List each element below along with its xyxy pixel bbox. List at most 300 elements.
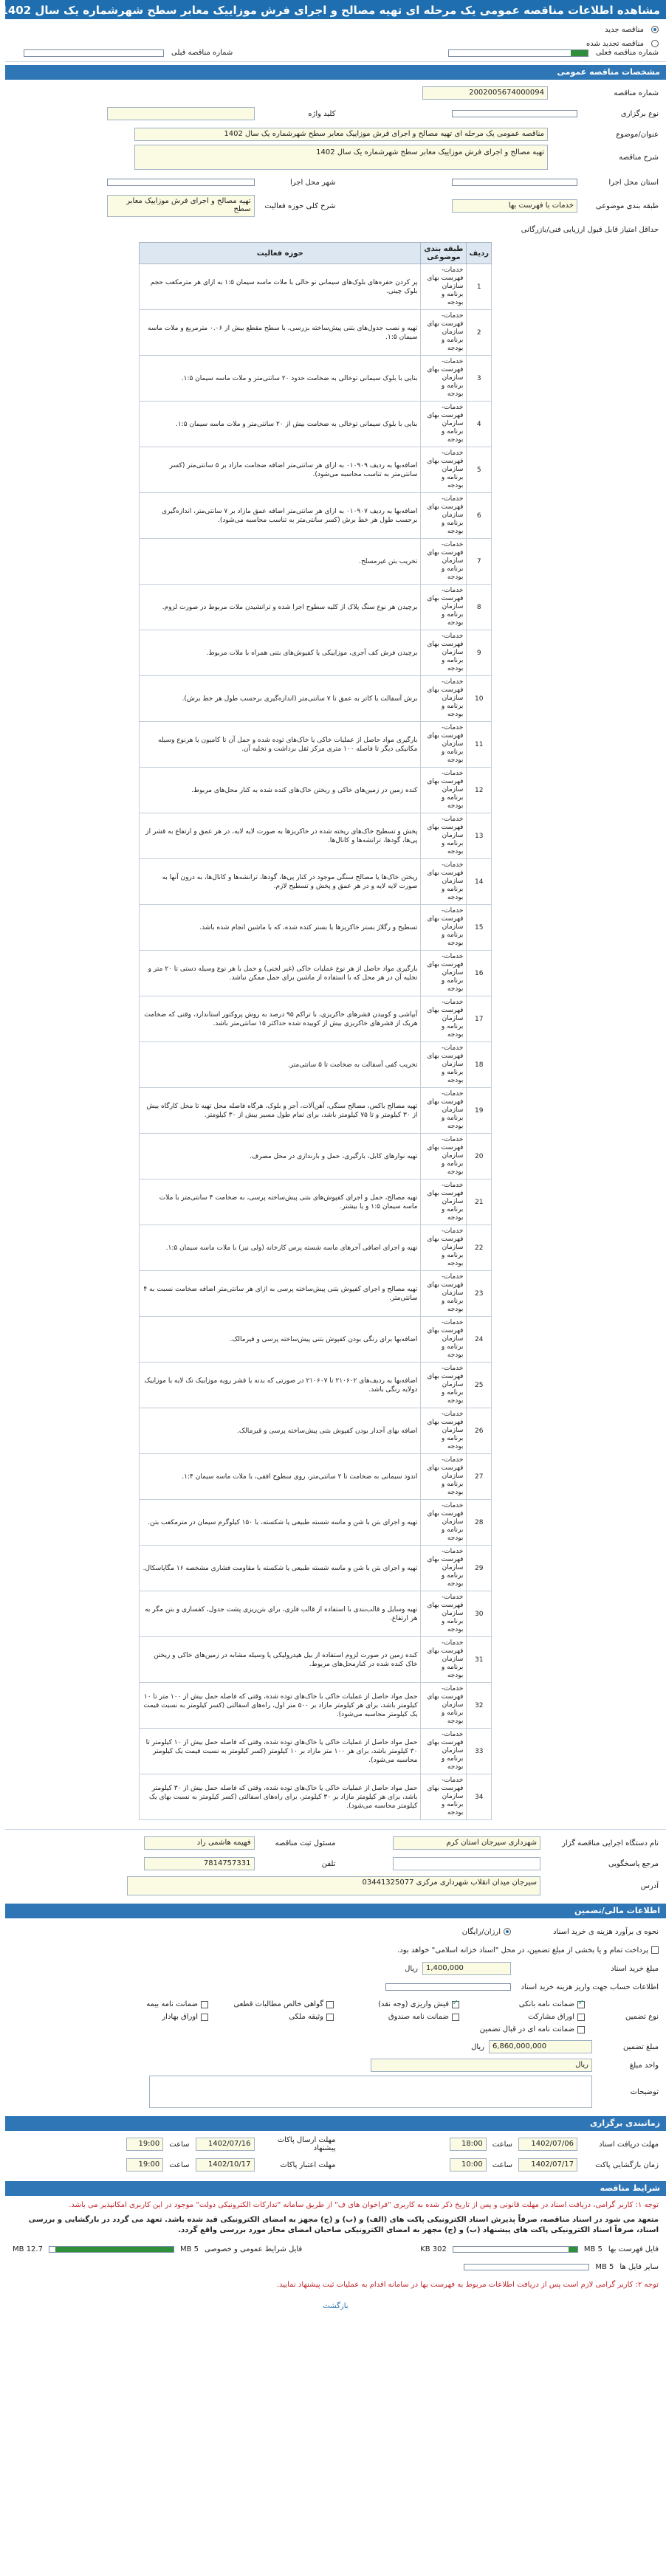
right-file-total: 5 MB [583, 2245, 603, 2253]
renew-tender-label: مناقصه تجدید شده [586, 39, 644, 48]
row-index: 24 [467, 1317, 492, 1363]
row-index: 22 [467, 1225, 492, 1271]
guarantee-type-row [13, 1997, 659, 2036]
left-file-total: 5 MB [179, 2245, 199, 2253]
row-scope: تهیه نوارهای کابل، بارگیری، حمل و بارندازی در محل مصرف. [140, 1134, 421, 1179]
guarantee-option-label: اوراق بهادار [162, 2013, 198, 2021]
open-date: 1402/07/17 [518, 2158, 577, 2172]
reference-value [393, 1857, 540, 1870]
open-pair [336, 2157, 659, 2173]
col-scope: حوزه فعالیت [140, 243, 421, 264]
guarantee-option-label: ضمانت نامه ای در قبال تضمین [479, 2025, 574, 2033]
row-scope: تهیه و نصب جدول‌های بتنی پیش‌ساخته بزرسی، با سطح مقطع بیش از ۰.۰۶ مترمربع و ملات ماسه سیمان ۱:۵. [140, 310, 421, 356]
validity-pair [13, 2157, 336, 2173]
table-row [140, 813, 492, 859]
row-unit: خدمات- فهرست بهای سازمان برنامه و بودجه [421, 1729, 467, 1774]
row-unit: خدمات- فهرست بهای سازمان برنامه و بودجه [421, 1546, 467, 1591]
row-index: 10 [467, 676, 492, 722]
row-unit: خدمات- فهرست بهای سازمان برنامه و بودجه [421, 1179, 467, 1225]
receive-time-label: ساعت [169, 2140, 190, 2149]
doc-fee-unit: ریال [405, 1964, 418, 1973]
table-row [140, 1637, 492, 1683]
open-time-label: ساعت [492, 2160, 512, 2169]
table-row [140, 1088, 492, 1134]
row-unit: خدمات- فهرست بهای سازمان برنامه و بودجه [421, 722, 467, 768]
progress-row [24, 49, 659, 57]
row-unit: خدمات- فهرست بهای سازمان برنامه و بودجه [421, 813, 467, 859]
checkbox-icon[interactable] [577, 2026, 585, 2033]
classification-label: طبقه بندی موضوعی [595, 202, 659, 210]
table-row [140, 402, 492, 447]
table-row [140, 1042, 492, 1088]
responsible-label: مسئول ثبت مناقصه [275, 1839, 336, 1847]
row-unit: خدمات- فهرست بهای سازمان برنامه و بودجه [421, 539, 467, 585]
row-unit: خدمات- فهرست بهای سازمان برنامه و بودجه [421, 1317, 467, 1363]
row-scope: اضافه‌بها به ردیف ۰۱۰۹۰۷ به ازای هر سانتی‌متر اضافه عمق مازاد بر ۷ سانتی‌متر، اندازه‌گیری برحسب طول هر خط برش (کسر سانتی‌متر به تناسب محاسبه می‌شود). [140, 493, 421, 539]
table-row [140, 1546, 492, 1591]
checkbox-icon[interactable] [201, 2014, 208, 2021]
receive-date: 1402/07/16 [196, 2138, 255, 2151]
previous-number-label: شماره مناقصه قبلی [171, 49, 233, 57]
note-line-2: متعهد می شود در اسناد مناقصه، صرفاً پذیرش اسناد الکترونیکی پاکت های (الف) و (ب) و (ج) مجهز به امضای الکترونیکی قید شده باشد. تعهد می گردد در بارگشایی و بررسی اسناد، صرفاً اسناد الکترونیکی پاکت های پیشنهاد (ب) و (ج) مجهز به امضای الکترونیکی صاحبان امضای مجاز مورد بررسی واقع گردد. [28, 2216, 659, 2234]
table-row [140, 585, 492, 630]
subject-value: مناقصه عمومی یک مرحله ای تهیه مصالح و اجرای فرش موزاییک معابر سطح شهرشماره یک سال 1402 [134, 128, 548, 141]
row-unit: خدمات- فهرست بهای سازمان برنامه و بودجه [421, 402, 467, 447]
purchase-doc-row [13, 1924, 659, 1940]
new-tender-radio[interactable] [651, 26, 659, 33]
checkbox-icon[interactable] [201, 2001, 208, 2008]
doc-fee-value: 1,400,000 [422, 1962, 511, 1975]
type-keyword-row [13, 103, 659, 124]
min-score-row [13, 221, 659, 238]
guarantee-option[interactable] [467, 2025, 585, 2033]
guarantee-amount-value: 6,860,000,000 [489, 2040, 592, 2053]
row-index: 11 [467, 722, 492, 768]
row-scope: تخریب کفی آسفالت به ضخامت تا ۵ سانتی‌متر. [140, 1042, 421, 1088]
publish-pair [336, 2136, 659, 2152]
row-index: 8 [467, 585, 492, 630]
row-scope: آبپاشی و کوبیدن قشرهای خاکریزی، با تراکم ۹۵ درصد به روش پروکتور استاندارد، وقتی که ضخامت هریک از قشرهای خاکریزی بیش از کوبیده شده حداکثر ۱۵ سانتی‌متر باشد. [140, 996, 421, 1042]
other-file-size: 5 MB [595, 2262, 614, 2271]
table-row [140, 1729, 492, 1774]
unit-amount-row [13, 2057, 659, 2073]
deposit-note: پرداخت تمام و یا بخشی از مبلغ تضمین، در محل "اسناد خزانه اسلامی" خواهد بود. [397, 1946, 648, 1955]
validity-date: 1402/10/17 [196, 2158, 255, 2172]
row-scope: تهیه مصالح و اجرای کفپوش بتنی پیش‌ساخته پرسی به ازای هر سانتی‌متر اضافه ضخامت نسبت به ۴ سانتی‌متر. [140, 1271, 421, 1317]
row-index: 5 [467, 447, 492, 493]
row-index: 18 [467, 1042, 492, 1088]
guarantee-option-label: فیش واریزی (وجه نقد) [378, 2000, 449, 2008]
checkbox-icon[interactable] [577, 2001, 585, 2008]
publish-date: 1402/07/06 [518, 2138, 577, 2151]
schedule-section-header: زمانبندی برگزاری [5, 2116, 666, 2131]
guarantee-option[interactable] [90, 2013, 208, 2021]
city-label: شهر محل اجرا [289, 178, 336, 187]
row-index: 7 [467, 539, 492, 585]
guarantee-option[interactable] [216, 2000, 334, 2008]
table-row [140, 1225, 492, 1271]
purchase-doc-label: نحوه ی برآورد هزینه ی خرید اسناد [553, 1927, 659, 1936]
col-unit: طبقه بندی موضوعی [421, 243, 467, 264]
deposit-note-row [13, 1942, 659, 1958]
tender-number-row [13, 85, 659, 101]
publish-label: مهلت دریافت اسناد [599, 2140, 659, 2149]
table-row [140, 1134, 492, 1179]
row-scope: بارگیری مواد حاصل از عملیات خاکی یا خاک‌های توده شده و حمل آن تا کامیون یا هرنوع وسیله مکانیکی دیگر تا فاصله ۱۰۰ متری مرکز ثقل برداشت و تخلیه آن. [140, 722, 421, 768]
row-index: 4 [467, 402, 492, 447]
row-scope: حمل مواد حاصل از عملیات خاکی یا خاک‌های توده شده، وقتی که فاصله حمل بیش از ۱۰ کیلومتر تا ۳۰ کیلومتر باشد، برای هر ۱۰۰ متر مازاد بر ۱۰ کیلومتر (کسر کیلومتر به نسبت قیمت یک کیلومتر محاسبه می‌شود). [140, 1729, 421, 1774]
row-scope: تهیه و اجرای اضافی آجرهای ماسه شسته پرس کارخانه (ولی نیز) با ملات ماسه سیمان ۱:۵. [140, 1225, 421, 1271]
table-row [140, 1317, 492, 1363]
left-file-fill [55, 2247, 174, 2252]
purchase-doc-value: ارزان/رایگان [461, 1927, 501, 1936]
current-number-fill [571, 50, 588, 56]
row-scope: بنایی با بلوک سیمانی توخالی به ضخامت بیش از ۲۰ سانتی‌متر و ملات ماسه سیمان ۱:۵. [140, 402, 421, 447]
row-unit: خدمات- فهرست بهای سازمان برنامه و بودجه [421, 1683, 467, 1729]
guarantee-option[interactable] [216, 2013, 334, 2021]
description-row [13, 145, 659, 170]
guarantee-option[interactable] [467, 2013, 585, 2021]
scope-pair [13, 195, 336, 217]
table-row [140, 1408, 492, 1454]
table-row [140, 310, 492, 356]
publish-time-label: ساعت [492, 2140, 512, 2149]
row-scope: اندود سیمانی به ضخامت تا ۲ سانتی‌متر، روی سطوح افقی، با ملات ماسه سیمان ۱:۴. [140, 1454, 421, 1500]
table-row [140, 905, 492, 951]
table-row [140, 996, 492, 1042]
table-row [140, 356, 492, 402]
table-row [140, 264, 492, 310]
subject-label: عنوان/موضوع [616, 130, 659, 139]
classification-pair [336, 195, 659, 217]
financial-form [5, 1918, 666, 2113]
row-unit: خدمات- فهرست بهای سازمان برنامه و بودجه [421, 951, 467, 996]
financial-section-header: اطلاعات مالی/تضمین [5, 1904, 666, 1918]
table-row [140, 1363, 492, 1408]
organizer-form [5, 1829, 666, 1901]
address-label: آدرس [640, 1881, 659, 1890]
open-label: زمان بازگشایی پاکت [595, 2160, 659, 2169]
organizer-name-pair [336, 1835, 659, 1851]
checkbox-icon[interactable] [577, 2014, 585, 2021]
guarantee-option[interactable] [90, 2000, 208, 2008]
row-scope: کنده زمین در صورت لزوم استفاده از بیل هیدرولیکی یا وسیله مشابه در زمین‌های خاکی و ریختن خاک کنده شده در کنارمحل‌های مربوط. [140, 1637, 421, 1683]
row-scope: تهیه و اجرای بتن با شن و ماسه شسته طبیعی یا شکسته با مقاومت فشاری مشخصه ۱۶ مگاپاسکال. [140, 1546, 421, 1591]
row-index: 31 [467, 1637, 492, 1683]
row-unit: خدمات- فهرست بهای سازمان برنامه و بودجه [421, 310, 467, 356]
procurement-type-pair [336, 106, 659, 122]
files-row-2 [5, 2258, 666, 2276]
row-scope: برش آسفالت یا کاتر به عمق تا ۷ سانتی‌متر (اندازه‌گیری برحسب طول هر خط برش). [140, 676, 421, 722]
row-unit: خدمات- فهرست بهای سازمان برنامه و بودجه [421, 768, 467, 813]
row-index: 13 [467, 813, 492, 859]
guarantee-amount-unit: ریال [471, 2042, 484, 2051]
checkbox-icon[interactable] [452, 2001, 459, 2008]
row-index: 6 [467, 493, 492, 539]
current-number-label: شماره مناقصه فعلی [595, 49, 659, 57]
validity-time-label: ساعت [169, 2160, 190, 2169]
row-scope: اضافه‌بها به ردیف ۰۱۰۹۰۹ به ازای هر سانتی‌متر اضافه ضخامت مازاد بر ۵ سانتی‌متر (کسر سانتی‌متر به تناسب محاسبه می‌شود). [140, 447, 421, 493]
validity-time: 19:00 [126, 2158, 163, 2172]
account-row [13, 1979, 659, 1995]
left-file-label: فایل شرایط عمومی و خصوصی [205, 2245, 303, 2253]
location-row [13, 172, 659, 193]
right-file-size: 302 KB [420, 2245, 447, 2253]
other-file-bar [464, 2264, 589, 2270]
city-bar [107, 179, 255, 186]
row-index: 34 [467, 1774, 492, 1820]
city-pair [13, 174, 336, 190]
table-row [140, 630, 492, 676]
receive-pair [13, 2136, 336, 2152]
reference-row [13, 1853, 659, 1874]
row-index: 26 [467, 1408, 492, 1454]
row-scope: اضافه بهای آجدار بودن کفپوش بتنی پیش‌ساخته پرسی و قیرمالک. [140, 1408, 421, 1454]
row-scope: حمل مواد حاصل از عملیات خاکی یا خاک‌های توده شده، وقتی که فاصله حمل بیش از ۳۰ کیلومتر باشد، برای هر کیلومتر مازاد بر ۳۰ کیلومتر، برای راه‌های اسفالتی (کسر کیلومتر به نسبت بهای یک کیلومتر محاسبه می‌شود). [140, 1774, 421, 1820]
left-file-bar [49, 2246, 174, 2253]
general-section-header: مشخصات مناقصه عمومی [5, 65, 666, 80]
row-unit: خدمات- فهرست بهای سازمان برنامه و بودجه [421, 905, 467, 951]
row-scope: تهیه وسایل و قالب‌بندی با استفاده از قالب فلزی، برای بتن‌ریزی پشت جدول، کفسازی و بتن مگر به هر ارتفاع. [140, 1591, 421, 1637]
row-unit: خدمات- فهرست بهای سازمان برنامه و بودجه [421, 1774, 467, 1820]
table-row [140, 768, 492, 813]
row-scope: پر کردن حفره‌های بلوک‌های سیمانی نو خالی با ملات ماسه سیمان ۱:۵ به ازای هر مترمکعب حجم بلوک چینی. [140, 264, 421, 310]
row-unit: خدمات- فهرست بهای سازمان برنامه و بودجه [421, 1408, 467, 1454]
unit-amount-label: واحد مبلغ [629, 2061, 659, 2070]
checkbox-icon[interactable] [326, 2014, 334, 2021]
table-row [140, 676, 492, 722]
tender-number-value: 2002005674000094 [422, 86, 548, 100]
tender-number-label: شماره مناقصه [614, 89, 659, 97]
activity-table-header [140, 243, 492, 264]
responsible-value: فهیمه هاشمی راد [144, 1836, 255, 1850]
activity-table [139, 242, 492, 1820]
validity-label: مهلت اعتبار پاکات [280, 2160, 336, 2169]
row-index: 19 [467, 1088, 492, 1134]
province-label: استان محل اجرا [608, 178, 659, 187]
row-unit: خدمات- فهرست بهای سازمان برنامه و بودجه [421, 1042, 467, 1088]
address-row [13, 1876, 659, 1895]
activity-table-body [140, 264, 492, 1820]
row-scope: تخریب بتن غیرمسلح. [140, 539, 421, 585]
guarantee-option[interactable] [341, 2013, 459, 2021]
scope-value: تهیه مصالح و اجرای فرش موزاییک معابر سطح [107, 195, 255, 217]
row-unit: خدمات- فهرست بهای سازمان برنامه و بودجه [421, 1454, 467, 1500]
row-index: 9 [467, 630, 492, 676]
remarks-label: توضیحات [630, 2087, 659, 2096]
doc-fee-label: مبلغ خرید اسناد [611, 1964, 659, 1973]
row-unit: خدمات- فهرست بهای سازمان برنامه و بودجه [421, 859, 467, 905]
row-index: 16 [467, 951, 492, 996]
open-time: 10:00 [450, 2158, 487, 2172]
row-scope: کنده زمین در زمین‌های خاکی و ریختن خاک‌های کنده شده به کنار محل‌های مربوط. [140, 768, 421, 813]
keyword-label: کلید واژه [308, 109, 336, 118]
right-file-fill [569, 2247, 577, 2252]
other-file-label: سایر فایل ها [619, 2262, 659, 2271]
row-scope: بنایی با بلوک سیمانی توخالی به ضخامت حدود ۲۰ سانتی‌متر و ملات ماسه سیمان ۱:۵. [140, 356, 421, 402]
deposit-checkbox[interactable] [651, 1946, 659, 1954]
left-file-size: 12.7 MB [13, 2245, 43, 2253]
table-row [140, 1683, 492, 1729]
row-unit: خدمات- فهرست بهای سازمان برنامه و بودجه [421, 585, 467, 630]
row-unit: خدمات- فهرست بهای سازمان برنامه و بودجه [421, 1591, 467, 1637]
footer [5, 2295, 666, 2318]
row-scope: تهیه مصالح، حمل و اجرای کفپوش‌های بتنی پیش‌ساخته پرسی، به ضخامت ۴ سانتی‌متر با ملات ماسه سیمان ۱:۵ و یا بیشتر. [140, 1179, 421, 1225]
row-unit: خدمات- فهرست بهای سازمان برنامه و بودجه [421, 996, 467, 1042]
guarantee-option-label: ضمانت نامه بانکی [518, 2000, 574, 2008]
organizer-row [13, 1833, 659, 1853]
keyword-pair [13, 106, 336, 122]
remarks-row [13, 2076, 659, 2108]
toolbar [5, 19, 666, 62]
row-unit: خدمات- فهرست بهای سازمان برنامه و بودجه [421, 264, 467, 310]
doc-fee-row [13, 1960, 659, 1977]
guarantee-option-label: ضمانت نامه بیمه [146, 2000, 198, 2008]
reference-label: مرجع پاسخگویی [608, 1859, 659, 1868]
subject-row [13, 126, 659, 142]
row-scope: اضافه‌بها برای رنگی بودن کفپوش بتنی پیش‌ساخته پرسی و قیرمالک. [140, 1317, 421, 1363]
address-value: سیرجان میدان انقلاب شهرداری مرکزی 03441325077 [127, 1876, 540, 1895]
row-index: 15 [467, 905, 492, 951]
receive-time: 19:00 [126, 2138, 163, 2151]
scope-label: شرح کلی حوزه فعالیت [264, 202, 336, 210]
footer-notice: توجه ۲: کاربر گرامی لازم است پس از دریافت اطلاعات مربوط به فهرست بها در سامانه اقدام به عملیات ثبت پیشنهاد نمایید. [276, 2281, 659, 2289]
row-index: 12 [467, 768, 492, 813]
classification-row [13, 193, 659, 219]
purchase-doc-radio[interactable] [504, 1928, 511, 1935]
table-row [140, 539, 492, 585]
row-unit: خدمات- فهرست بهای سازمان برنامه و بودجه [421, 1363, 467, 1408]
row-index: 20 [467, 1134, 492, 1179]
note-line-1: توجه ۱: کاربر گرامی، دریافت اسناد در مهلت قانونی و پس از تاریخ ذکر شده به کاربری "فراخوان های ف" از طریق سامانه "تدارکات الکترونیکی دولت" موجود در این کاربری امکانپذیر می باشد. [69, 2201, 659, 2209]
table-row [140, 1774, 492, 1820]
row-unit: خدمات- فهرست بهای سازمان برنامه و بودجه [421, 1637, 467, 1683]
table-row [140, 859, 492, 905]
guarantee-option-label: اوراق مشارکت [528, 2013, 574, 2021]
row-index: 3 [467, 356, 492, 402]
row-index: 1 [467, 264, 492, 310]
notes-section-header: شرایط مناقصه [5, 2181, 666, 2196]
unit-amount-value: ریال [371, 2059, 592, 2072]
guarantee-amount-row [13, 2039, 659, 2055]
checkbox-icon[interactable] [452, 2014, 459, 2021]
files-row-1 [5, 2240, 666, 2258]
row-index: 32 [467, 1683, 492, 1729]
table-row [140, 1179, 492, 1225]
notes-box [5, 2196, 666, 2240]
page-title: مشاهده اطلاعات مناقصه عمومی یک مرحله ای تهیه مصالح و اجرای فرش موزاییک معابر سطح شهرشماره یک سال 1402 [5, 0, 666, 19]
right-file-bar [453, 2246, 578, 2253]
guarantee-option-label: گواهی خالص مطالبات قطعی [233, 2000, 323, 2008]
table-row [140, 951, 492, 996]
renew-tender-radio[interactable] [651, 40, 659, 47]
return-link[interactable]: بازگشت [323, 2302, 349, 2310]
renew-tender-row[interactable] [13, 38, 659, 49]
procurement-type-label: نوع برگزاری [620, 109, 659, 118]
checkbox-icon[interactable] [326, 2001, 334, 2008]
table-row [140, 722, 492, 768]
guarantee-option-label: ضمانت نامه صندوق [388, 2013, 449, 2021]
row-index: 2 [467, 310, 492, 356]
receive-label: مهلت ارسال پاکات پیشنهاد [277, 2136, 336, 2152]
row-index: 28 [467, 1500, 492, 1546]
row-index: 30 [467, 1591, 492, 1637]
phone-label: تلفن [321, 1859, 336, 1868]
new-tender-label: مناقصه جدید [605, 25, 644, 34]
row-scope: ریختن خاک‌ها یا مصالح سنگی موجود در کنار پی‌ها، گودها، ترانشه‌ها و کانال‌ها، به درون آنها به صورت لایه لایه و در هر عمق و پخش و تسطیح لازم. [140, 859, 421, 905]
classification-value: خدمات با فهرست بها [452, 199, 577, 213]
table-row [140, 1591, 492, 1637]
guarantee-amount-label: مبلغ تضمین [622, 2042, 659, 2051]
row-unit: خدمات- فهرست بهای سازمان برنامه و بودجه [421, 1225, 467, 1271]
table-row [140, 1454, 492, 1500]
phone-value: 7814757331 [144, 1857, 255, 1870]
right-file-label: فایل فهرست بها [608, 2245, 659, 2253]
previous-number-bar [24, 49, 164, 57]
row-unit: خدمات- فهرست بهای سازمان برنامه و بودجه [421, 493, 467, 539]
row-unit: خدمات- فهرست بهای سازمان برنامه و بودجه [421, 1271, 467, 1317]
row-scope: تسطیح و رگلاژ بستر خاکریزها یا بستر کنده شده، که با ماشین انجام شده باشد. [140, 905, 421, 951]
row-unit: خدمات- فهرست بهای سازمان برنامه و بودجه [421, 630, 467, 676]
row-index: 33 [467, 1729, 492, 1774]
organizer-name-label: نام دستگاه اجرایی مناقصه گزار [562, 1839, 659, 1847]
row-scope: تهیه و اجرای بتن با شن و ماسه شسته طبیعی یا شکسته، با ۱۵۰ کیلوگرم سیمان در مترمکعب بتن. [140, 1500, 421, 1546]
row-unit: خدمات- فهرست بهای سازمان برنامه و بودجه [421, 356, 467, 402]
row-index: 17 [467, 996, 492, 1042]
row-scope: پخش و تسطیح خاک‌های ریخته شده در خاکریزها به صورت لایه لایه، در هر عمق و ارتفاع به قشر از پی‌ها، گودها، ترانشه‌ها و کانال‌ها. [140, 813, 421, 859]
row-index: 27 [467, 1454, 492, 1500]
keyword-input[interactable] [107, 107, 255, 120]
table-row [140, 447, 492, 493]
table-row [140, 1271, 492, 1317]
row-scope: بارگیری مواد حاصل از هر نوع عملیات خاکی (غیر لجنی) و حمل با هر نوع وسیله دستی تا ۲۰ متر و تخلیه آن در هر محل که با استفاده از ماشین برای حمل ممکن نباشد. [140, 951, 421, 996]
row-scope: حمل مواد حاصل از عملیات خاکی با خاک‌های توده شده، وقتی که فاصله حمل بیش از ۱۰۰ متر تا ۱۰ کیلومتر باشد، برای هر کیلومتر مازاد بر ۵۰۰ متر اول، راه‌های اسفالتی (کسر کیلومتر به نسبت قیمت یک کیلومتر محاسبه می‌شود). [140, 1683, 421, 1729]
new-tender-row[interactable] [13, 24, 659, 35]
province-pair [336, 174, 659, 190]
row-index: 29 [467, 1546, 492, 1591]
schedule-row-2 [13, 2155, 659, 2175]
col-index: ردیف [467, 243, 492, 264]
table-row [140, 1500, 492, 1546]
responsible-pair [13, 1835, 336, 1851]
row-unit: خدمات- فهرست بهای سازمان برنامه و بودجه [421, 1088, 467, 1134]
row-scope: برچیدن هر نوع سنگ پلاک از کلیه سطوح اجرا شده و ترانشیدن ملات مربوط در صورت لزوم. [140, 585, 421, 630]
row-unit: خدمات- فهرست بهای سازمان برنامه و بودجه [421, 676, 467, 722]
organizer-name-value: شهرداری سیرجان استان کرم [393, 1836, 540, 1850]
row-unit: خدمات- فهرست بهای سازمان برنامه و بودجه [421, 1500, 467, 1546]
account-label: اطلاعات حساب جهت واریز هزینه خرید اسناد [521, 1983, 659, 1991]
guarantee-options [90, 1997, 592, 2036]
reference-pair [336, 1856, 659, 1872]
province-bar [452, 179, 577, 186]
phone-pair [13, 1856, 336, 1872]
general-form [5, 80, 666, 1823]
guarantee-option-label: وثیقه ملکی [289, 2013, 323, 2021]
table-row [140, 493, 492, 539]
description-label: شرح مناقصه [619, 153, 659, 162]
guarantee-type-label: نوع تضمین [625, 2013, 659, 2021]
publish-time: 18:00 [450, 2138, 487, 2151]
min-score-label: حداقل امتیاز قابل قبول ارزیابی فنی/بازرگانی [521, 225, 659, 234]
row-index: 25 [467, 1363, 492, 1408]
guarantee-option[interactable] [341, 2000, 459, 2008]
description-value: تهیه مصالح و اجرای فرش موزاییک معابر سطح شهرشماره یک سال 1402 [134, 145, 548, 170]
footer-notice-box [5, 2276, 666, 2295]
row-index: 14 [467, 859, 492, 905]
guarantee-option[interactable] [467, 2000, 585, 2008]
remarks-value [149, 2076, 592, 2108]
account-bar [385, 1983, 511, 1991]
